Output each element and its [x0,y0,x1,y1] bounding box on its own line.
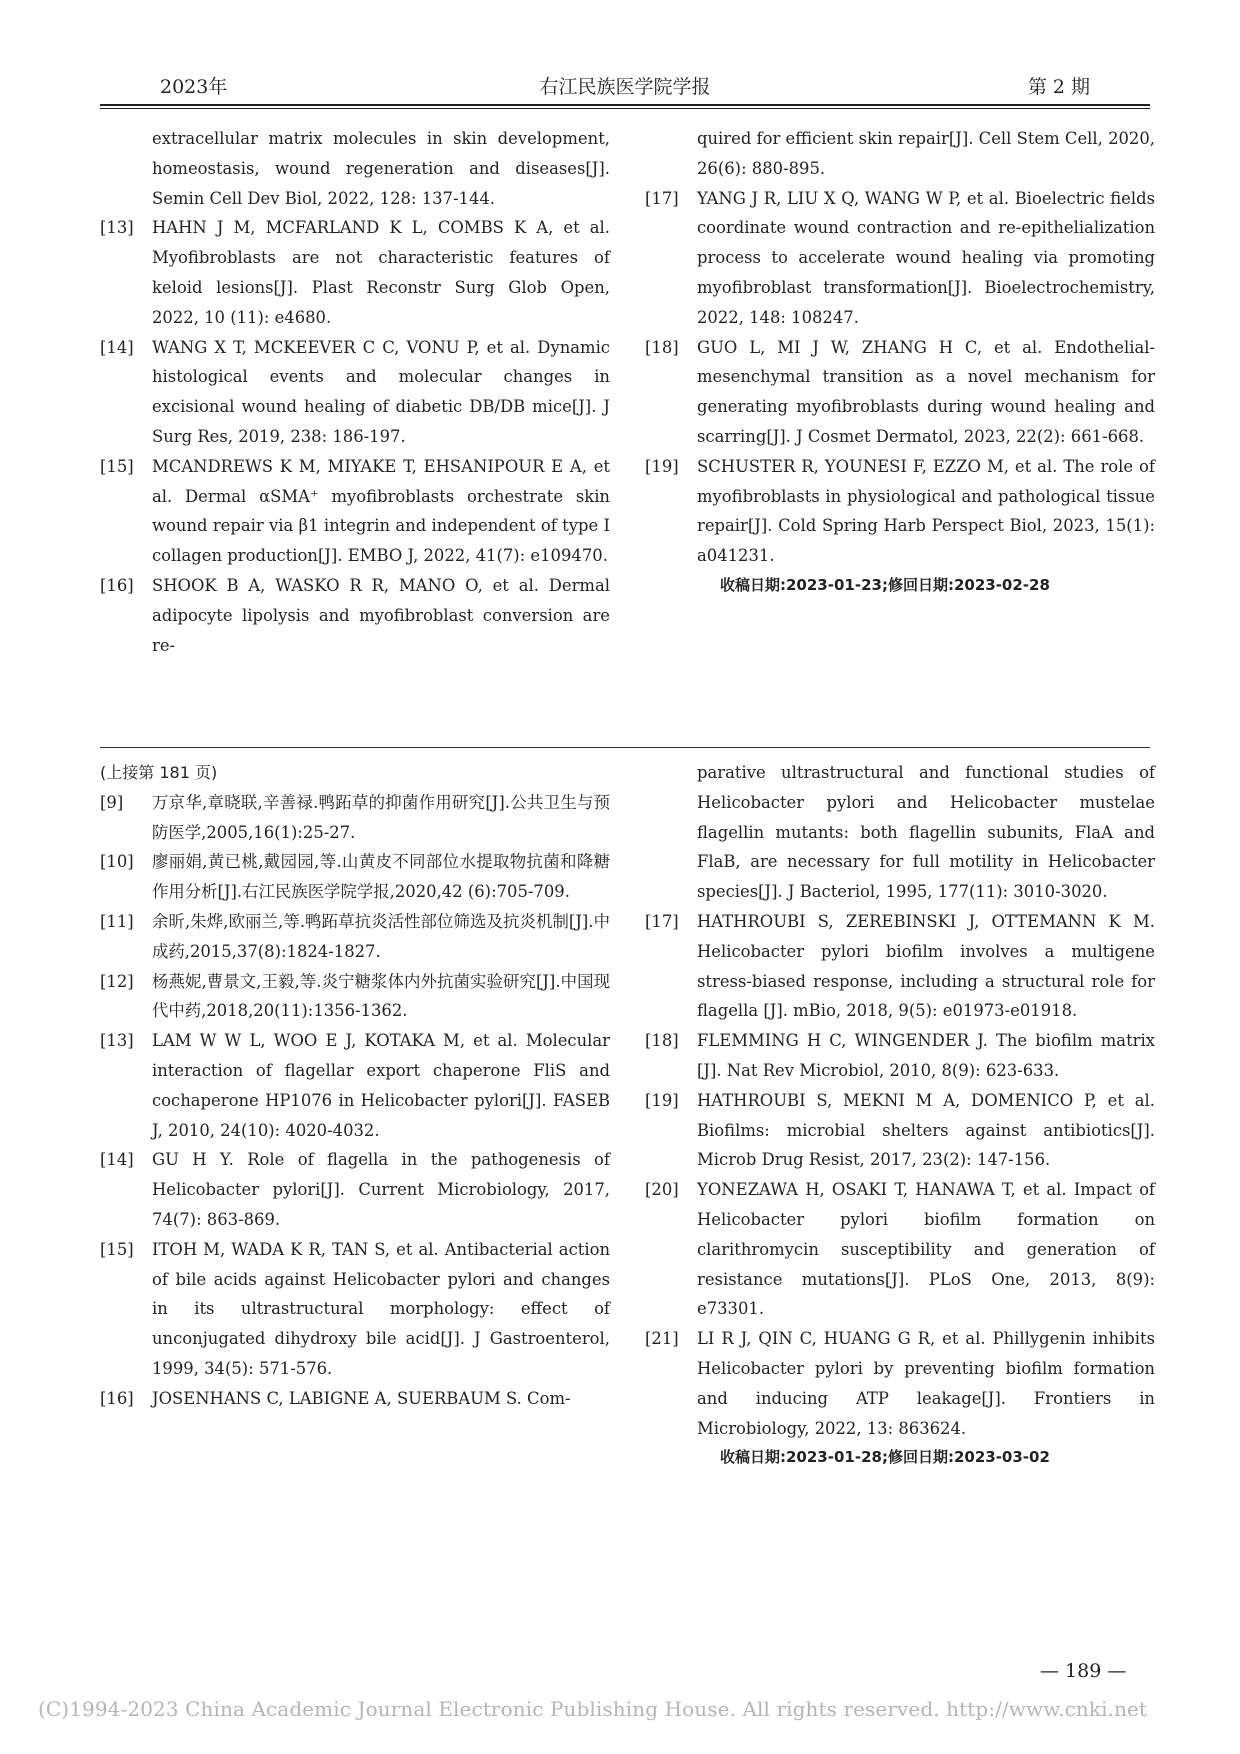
bottom-left-references [100,758,610,1414]
reference-item [100,1026,610,1145]
top-left-references [100,124,610,660]
reference-number: [15] [100,456,134,476]
reference-number: [16] [100,1388,134,1408]
reference-number: [14] [100,1150,134,1170]
reference-text: YANG J R, LIU X Q, WANG W P, et al. Bioelectric fields coordinate wound contraction and re-epithelialization process to accelerate wound healing via promoting myofibroblast transformation[J]. Bioelectrochemistry, 2022, 148: 108247. [697,188,1155,327]
reference-text: 余昕,朱烨,欧丽兰,等.鸭跖草抗炎活性部位筛选及抗炎机制[J].中成药,2015,37(8):1824-1827. [152,911,610,961]
reference-number: [20] [645,1180,679,1200]
reference-item [100,847,610,907]
header-rule-thick [100,104,1150,106]
running-header [100,72,1150,102]
reference-number: [21] [645,1329,679,1349]
reference-text: SHOOK B A, WASKO R R, MANO O, et al. Dermal adipocyte lipolysis and myofibroblast conversion are re- [152,575,610,655]
top-right-references [645,124,1155,601]
reference-item [645,333,1155,452]
reference-number: [17] [645,911,679,931]
reference-continuation: quired for efficient skin repair[J]. Cell Stem Cell, 2020, 26(6): 880-895. [697,129,1155,178]
reference-number: [13] [100,218,134,238]
issue-number: 第 2 期 [1027,76,1090,98]
copyright-watermark: (C)1994-2023 China Academic Journal Electronic Publishing House. All rights reserved. http://www.cnki.net [38,1697,1148,1721]
reference-item [100,1235,610,1384]
reference-text: 杨燕妮,曹景文,王毅,等.炎宁糖浆体内外抗菌实验研究[J].中国现代中药,2018,20(11):1356-1362. [152,971,610,1021]
reference-item [645,1026,1155,1086]
reference-number: [16] [100,575,134,595]
reference-item [645,1086,1155,1175]
journal-title: 右江民族医学院学报 [539,76,711,98]
reference-number: [13] [100,1031,134,1051]
reference-number: [18] [645,1031,679,1051]
reference-text: LAM W W L, WOO E J, KOTAKA M, et al. Molecular interaction of flagellar export chaperone FliS and cochaperone HP1076 in Helicobacter pylori[J]. FASEB J, 2010, 24(10): 4020-4032. [152,1031,610,1140]
reference-text: 万京华,章晓联,辛善禄.鸭跖草的抑菌作用研究[J].公共卫生与预防医学,2005,16(1):25-27. [152,792,610,842]
header-rule-thin [100,108,1150,109]
reference-number: [12] [100,971,134,991]
reference-number: [18] [645,337,679,357]
continued-from-note: (上接第 181 页) [100,763,218,782]
reference-number: [19] [645,456,679,476]
page-number: — 189 — [1040,1660,1127,1682]
reference-text: GU H Y. Role of flagella in the pathogenesis of Helicobacter pylori[J]. Current Microbiology, 2017, 74(7): 863-869. [152,1150,610,1229]
reference-continuation: extracellular matrix molecules in skin development, homeostasis, wound regeneration and diseases[J]. Semin Cell Dev Biol, 2022, 128: 137-144. [152,129,610,208]
received-date: 收稿日期:2023-01-23;修回日期:2023-02-28 [720,575,1050,594]
reference-text: WANG X T, MCKEEVER C C, VONU P, et al. Dynamic histological events and molecular changes in excisional wound healing of diabetic DB/DB mice[J]. J Surg Res, 2019, 238: 186-197. [152,337,610,446]
reference-text: GUO L, MI J W, ZHANG H C, et al. Endothelial-mesenchymal transition as a novel mechanism for generating myofibroblasts during wound healing and scarring[J]. J Cosmet Dermatol, 2023, 22(2): 661-668. [697,337,1155,446]
reference-item [645,1175,1155,1324]
reference-number: [15] [100,1239,134,1259]
received-date: 收稿日期:2023-01-28;修回日期:2023-03-02 [720,1448,1050,1467]
reference-text: SCHUSTER R, YOUNESI F, EZZO M, et al. The role of myofibroblasts in physiological and pathological tissue repair[J]. Cold Spring Harb Perspect Biol, 2023, 15(1): a041231. [697,456,1155,566]
reference-number: [9] [100,792,124,812]
reference-text: JOSENHANS C, LABIGNE A, SUERBAUM S. Com- [152,1388,571,1408]
reference-item [100,213,610,332]
reference-text: HATHROUBI S, ZEREBINSKI J, OTTEMANN K M. Helicobacter pylori biofilm involves a multigene stress-biased response, including a structural role for flagella [J]. mBio, 2018, 9(5): e01973-e01918. [697,911,1155,1021]
reference-item [100,967,610,1027]
reference-item [645,907,1155,1026]
reference-text: YONEZAWA H, OSAKI T, HANAWA T, et al. Impact of Helicobacter pylori biofilm formation on clarithromycin susceptibility and generation of resistance mutations[J]. PLoS One, 2013, 8(9): e73301. [697,1180,1155,1319]
reference-text: LI R J, QIN C, HUANG G R, et al. Phillygenin inhibits Helicobacter pylori by preventing biofilm formation and inducing ATP leakage[J]. Frontiers in Microbiology, 2022, 13: 863624. [697,1329,1155,1438]
reference-item [100,1145,610,1234]
reference-item [645,452,1155,571]
reference-item [645,184,1155,333]
reference-number: [11] [100,911,134,931]
reference-number: [19] [645,1090,679,1110]
section-divider [100,747,1150,748]
reference-continuation: parative ultrastructural and functional studies of Helicobacter pylori and Helicobacter mustelae flagellin mutants: both flagellin subunits, FlaA and FlaB, are necessary for full motility in Helicobacter species[J]. J Bacteriol, 1995, 177(11): 3010-3020. [697,763,1155,902]
reference-text: 廖丽娟,黄已桃,戴园园,等.山黄皮不同部位水提取物抗菌和降糖作用分析[J].右江民族医学院学报,2020,42 (6):705-709. [152,852,610,902]
reference-item [100,571,610,660]
reference-item [100,907,610,967]
reference-number: [14] [100,337,134,357]
reference-text: HATHROUBI S, MEKNI M A, DOMENICO P, et al. Biofilms: microbial shelters against antibiotics[J]. Microb Drug Resist, 2017, 23(2): 147-156. [697,1090,1155,1170]
reference-item [100,1384,610,1414]
reference-text: FLEMMING H C, WINGENDER J. The biofilm matrix [J]. Nat Rev Microbiol, 2010, 8(9): 623-633. [697,1031,1155,1080]
reference-item [100,333,610,452]
reference-number: [17] [645,188,679,208]
header-year: 2023年 [160,76,228,98]
reference-text: HAHN J M, MCFARLAND K L, COMBS K A, et al. Myofibroblasts are not characteristic features of keloid lesions[J]. Plast Reconstr Surg Glob Open, 2022, 10 (11): e4680. [152,218,610,327]
reference-number: [10] [100,852,134,872]
reference-item [100,788,610,848]
bottom-right-references [645,758,1155,1473]
reference-item [100,452,610,571]
reference-item [645,1324,1155,1443]
reference-text: MCANDREWS K M, MIYAKE T, EHSANIPOUR E A, et al. Dermal αSMA⁺ myofibroblasts orchestrate skin wound repair via β1 integrin and independent of type I collagen production[J]. EMBO J, 2022, 41(7): e109470. [152,456,610,566]
reference-text: ITOH M, WADA K R, TAN S, et al. Antibacterial action of bile acids against Helicobacter pylori and changes in its ultrastructural morphology: effect of unconjugated dihydroxy bile acid[J]. J Gastroenterol, 1999, 34(5): 571-576. [152,1239,610,1378]
